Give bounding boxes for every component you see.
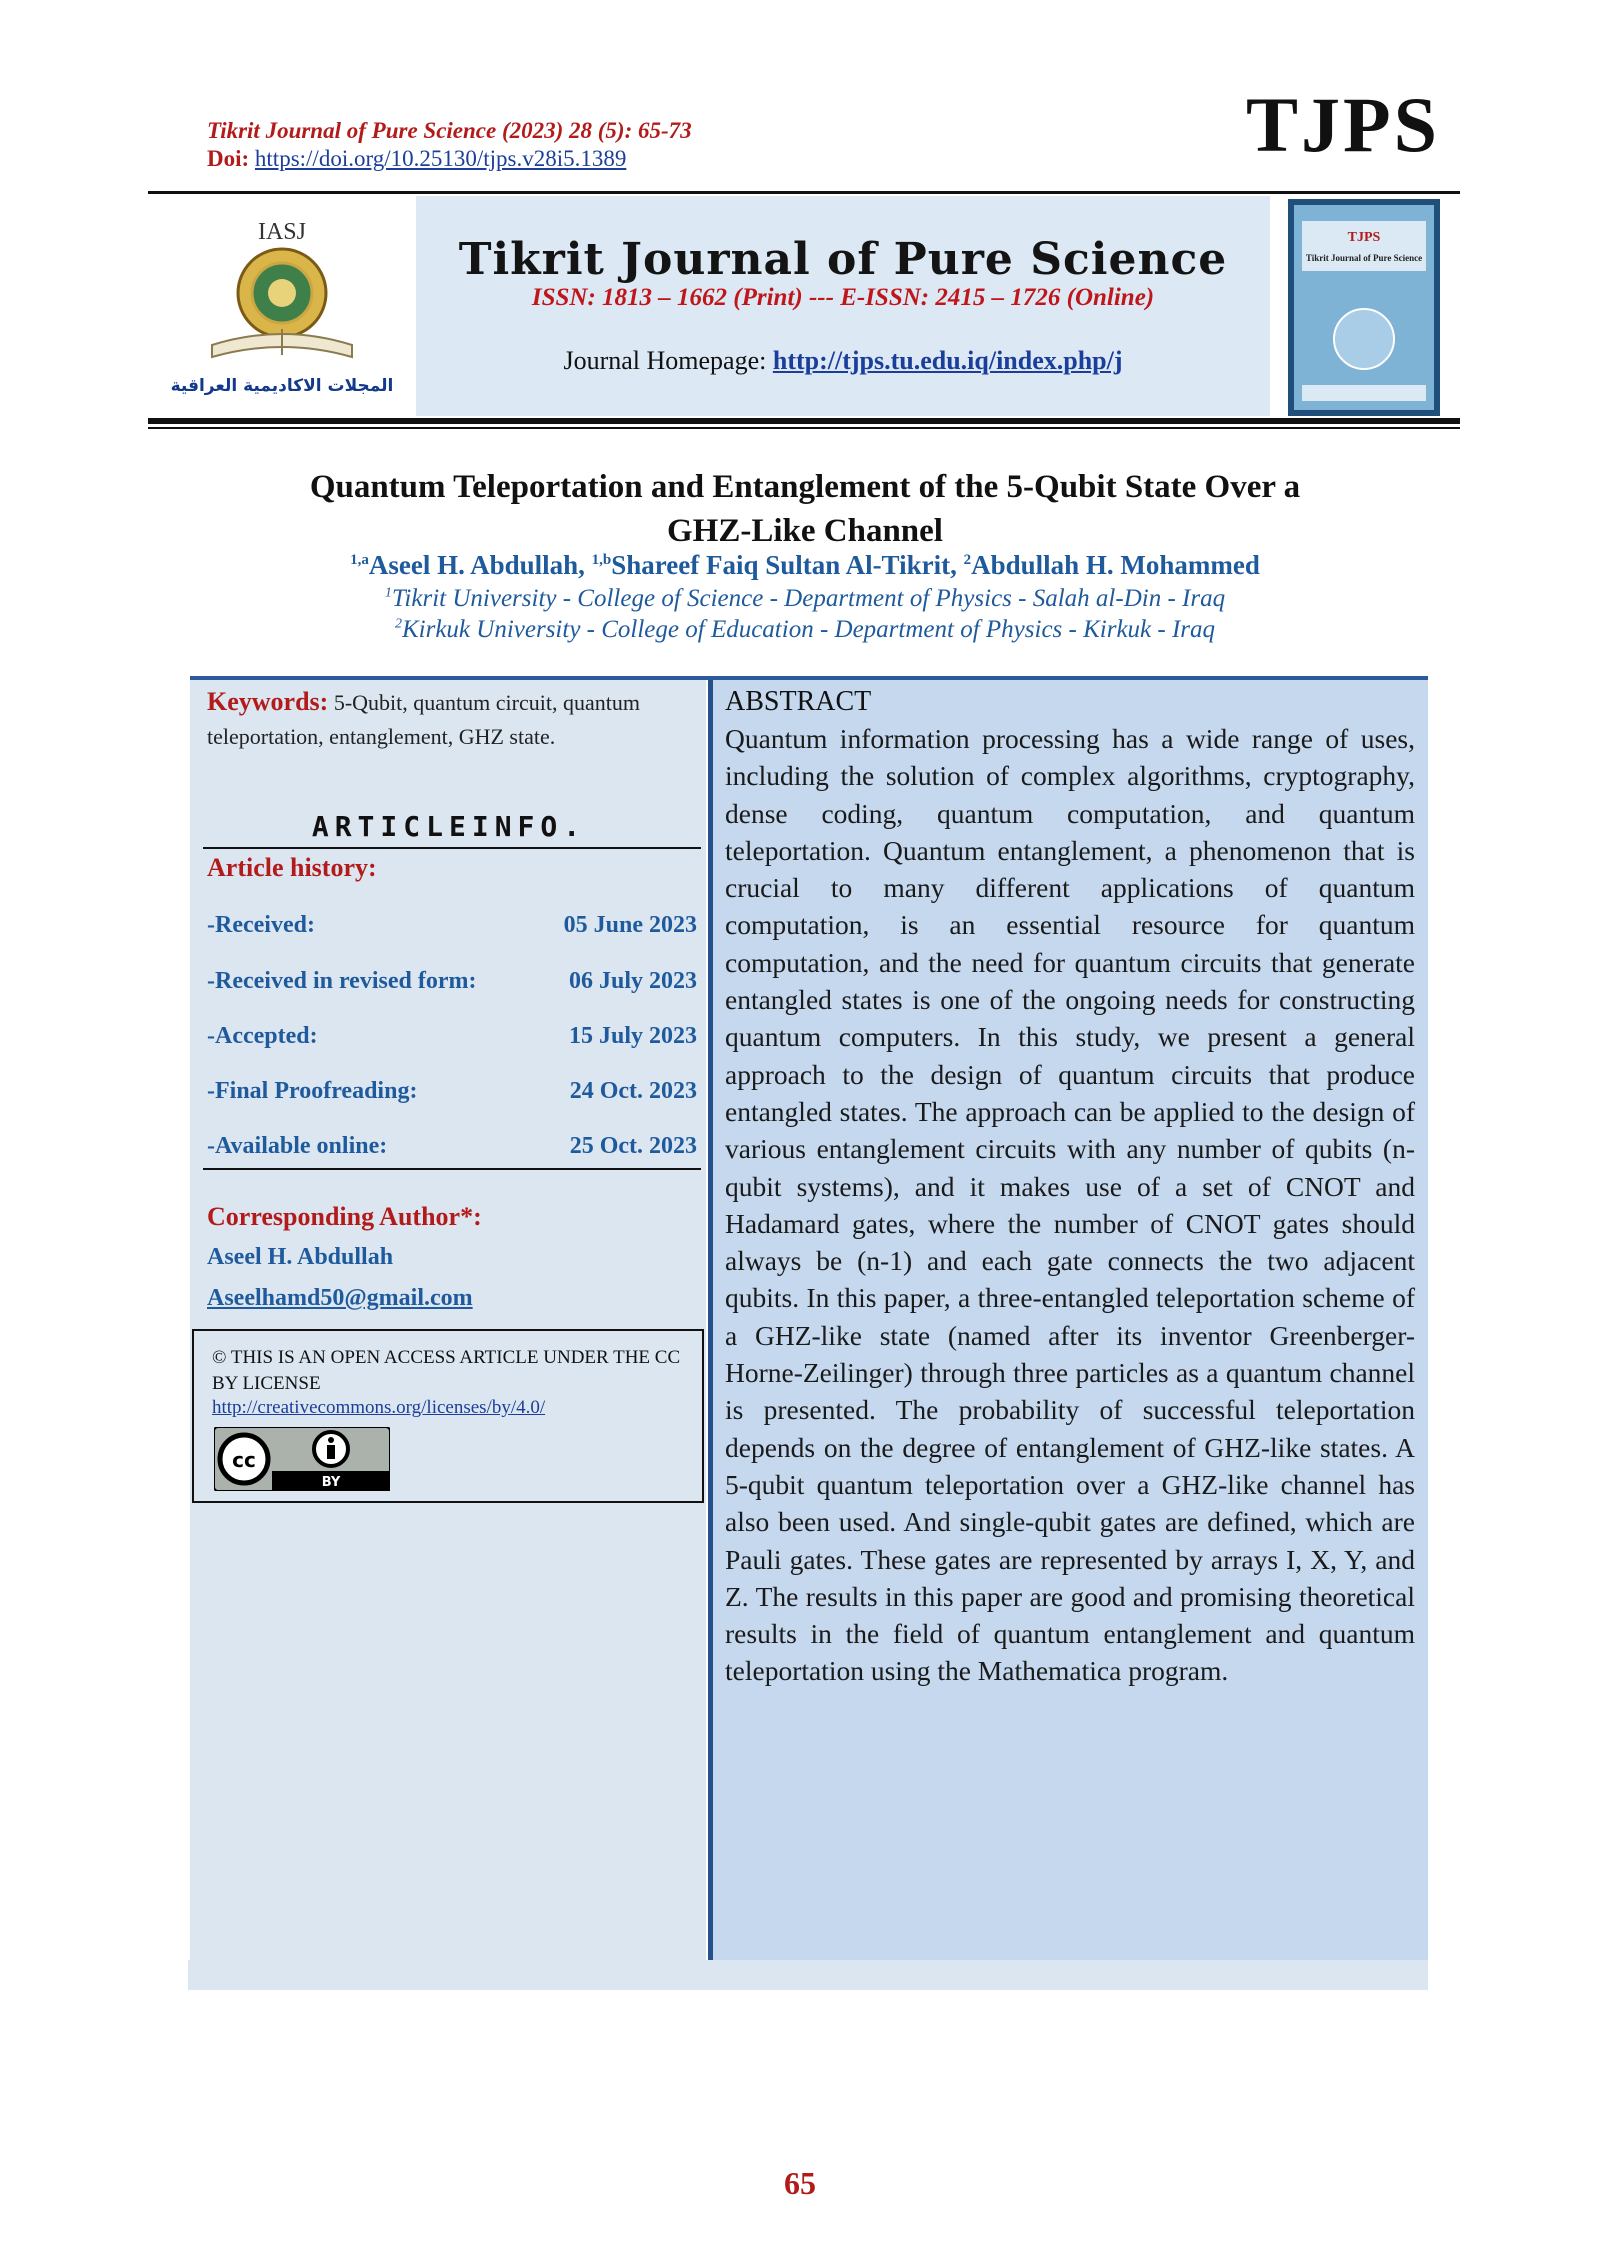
history-row-accepted <box>207 1023 697 1050</box>
iasj-logo <box>148 205 416 405</box>
history-row-revised <box>207 968 697 995</box>
license-box <box>192 1329 704 1503</box>
affiliation-2 <box>150 616 1460 644</box>
affiliation-1 <box>150 585 1460 613</box>
article-info-rule <box>203 847 701 849</box>
journal-homepage <box>416 346 1270 376</box>
panel-divider <box>708 678 713 1960</box>
history-label: -Accepted: <box>207 1023 318 1049</box>
history-label: -Available online: <box>207 1133 388 1159</box>
article-title-line-1: Quantum Teleportation and Entanglement of the 5-Qubit State Over a <box>309 469 1301 505</box>
iasj-logo-caption: المجلات الاكاديمية العراقية <box>170 376 394 396</box>
affiliation-2-sup: 2 <box>394 616 402 632</box>
journal-reference: Tikrit Journal of Pure Science (2023) 28 (5): 65-73 <box>207 118 692 143</box>
journal-brand: TJPS <box>1245 81 1440 168</box>
history-row-received <box>207 912 697 939</box>
svg-text:cc: cc <box>232 1448 256 1472</box>
author-2-sup: 1,b <box>591 552 612 568</box>
author-3-name: Abdullah H. Mohammed <box>971 550 1260 580</box>
license-text: © THIS IS AN OPEN ACCESS ARTICLE UNDER THE CC BY LICENSE <box>212 1347 681 1394</box>
journal-banner <box>416 196 1270 416</box>
license-link[interactable]: http://creativecommons.org/licenses/by/4.0/ <box>212 1397 546 1418</box>
article-info-heading: ARTICLEINFO. <box>311 810 587 843</box>
doi-label: Doi: <box>207 146 250 171</box>
abstract-body: Quantum information processing has a wide range of uses, including the solution of complex algorithms, cryptography, dense coding, quantum computation, and quantum teleportation. Quantum entanglement, a phenomenon that is crucial to many different applications of quantum computation, is an essential resource for quantum computation, and the need for quantum circuits that generate entangled states is one of the ongoing needs for constructing quantum computers. In this study, we present a general approach to the design of quantum circuits that produce entangled states. The approach can be applied to the design of various entanglement circuits with any number of qubits (n-qubit systems), and it makes use of a set of CNOT and Hadamard gates, where the number of CNOT gates should always be (n-1) and each gate connects the two adjacent qubits. In this paper, a three-entangled teleportation scheme of a GHZ-like state (named after its inventor Greenberger-Horne-Zeilinger) through three particles as a quantum channel is presented. The probability of successful teleportation depends on the degree of entanglement of GHZ-like states. A 5-qubit quantum teleportation over a GHZ-like channel has also been used. And single-qubit gates are defined, which are Pauli gates. These gates are represented by arrays I, X, Y, and Z. The results in this paper are good and promising theoretical results in the field of quantum entanglement and quantum teleportation using the Mathematica program. <box>725 723 1415 1687</box>
article-title-line-2: GHZ-Like Channel <box>667 513 943 549</box>
journal-title: Tikrit Journal of Pure Science <box>458 234 1228 285</box>
history-row-proofreading <box>207 1078 697 1105</box>
cc-by-badge <box>214 1427 390 1491</box>
page-number: 65 <box>784 2165 816 2201</box>
affiliation-1-sup: 1 <box>384 585 392 601</box>
author-2-name: Shareef Faiq Sultan Al-Tikrit, <box>611 550 957 580</box>
history-value: 05 June 2023 <box>563 912 697 938</box>
history-value: 06 July 2023 <box>568 968 697 994</box>
banner-rule-thick <box>148 418 1460 424</box>
cover-title: Tikrit Journal of Pure Science <box>1305 253 1423 263</box>
history-rule <box>203 1168 701 1170</box>
homepage-label: Journal Homepage: <box>563 346 767 375</box>
affiliation-1-text: Tikrit University - College of Science - Department of Physics - Salah al-Din - Iraq <box>391 585 1226 612</box>
history-label: -Received: <box>207 912 315 938</box>
doi-line <box>207 146 626 172</box>
cover-brand: TJPS <box>1347 230 1381 245</box>
corresponding-author-name: Aseel H. Abdullah <box>207 1244 394 1270</box>
history-value: 25 Oct. 2023 <box>569 1133 697 1159</box>
issn-line: ISSN: 1813 – 1662 (Print) --- E-ISSN: 2415 – 1726 (Online) <box>531 284 1155 311</box>
panel-bottom-strip <box>188 1960 1428 1990</box>
article-history-label: Article history: <box>207 853 377 882</box>
banner-rule-thin <box>148 427 1460 429</box>
abstract-heading: ABSTRACT <box>725 686 872 717</box>
history-value: 24 Oct. 2023 <box>569 1078 697 1104</box>
corresponding-author-email[interactable]: Aseelhamd50@gmail.com <box>207 1285 473 1311</box>
history-label: -Received in revised form: <box>207 968 477 994</box>
homepage-link[interactable]: http://tjps.tu.edu.iq/index.php/j <box>772 346 1123 375</box>
iasj-logo-text: IASJ <box>257 219 307 245</box>
article-title <box>150 465 1460 553</box>
corresponding-author-label: Corresponding Author*: <box>207 1202 482 1231</box>
author-list <box>150 550 1460 581</box>
author-3-sup: 2 <box>963 552 972 568</box>
author-1-sup: 1,a <box>350 552 369 568</box>
author-1-name: Aseel H. Abdullah, <box>368 550 585 580</box>
keywords-text: 5-Qubit, quantum circuit, quantum teleportation, entanglement, GHZ state. <box>207 690 640 749</box>
affiliation-2-text: Kirkuk University - College of Education - Department of Physics - Kirkuk - Iraq <box>401 616 1216 643</box>
history-row-online <box>207 1133 697 1160</box>
keywords <box>207 685 687 754</box>
history-value: 15 July 2023 <box>568 1023 697 1049</box>
header-rule <box>148 191 1460 194</box>
panel-top-edge <box>190 676 1428 680</box>
cc-by-label: BY <box>321 1475 341 1490</box>
history-label: -Final Proofreading: <box>207 1078 418 1104</box>
journal-cover-image <box>1288 199 1440 416</box>
keywords-label: Keywords: <box>207 687 329 716</box>
doi-link[interactable]: https://doi.org/10.25130/tjps.v28i5.1389 <box>254 146 627 171</box>
